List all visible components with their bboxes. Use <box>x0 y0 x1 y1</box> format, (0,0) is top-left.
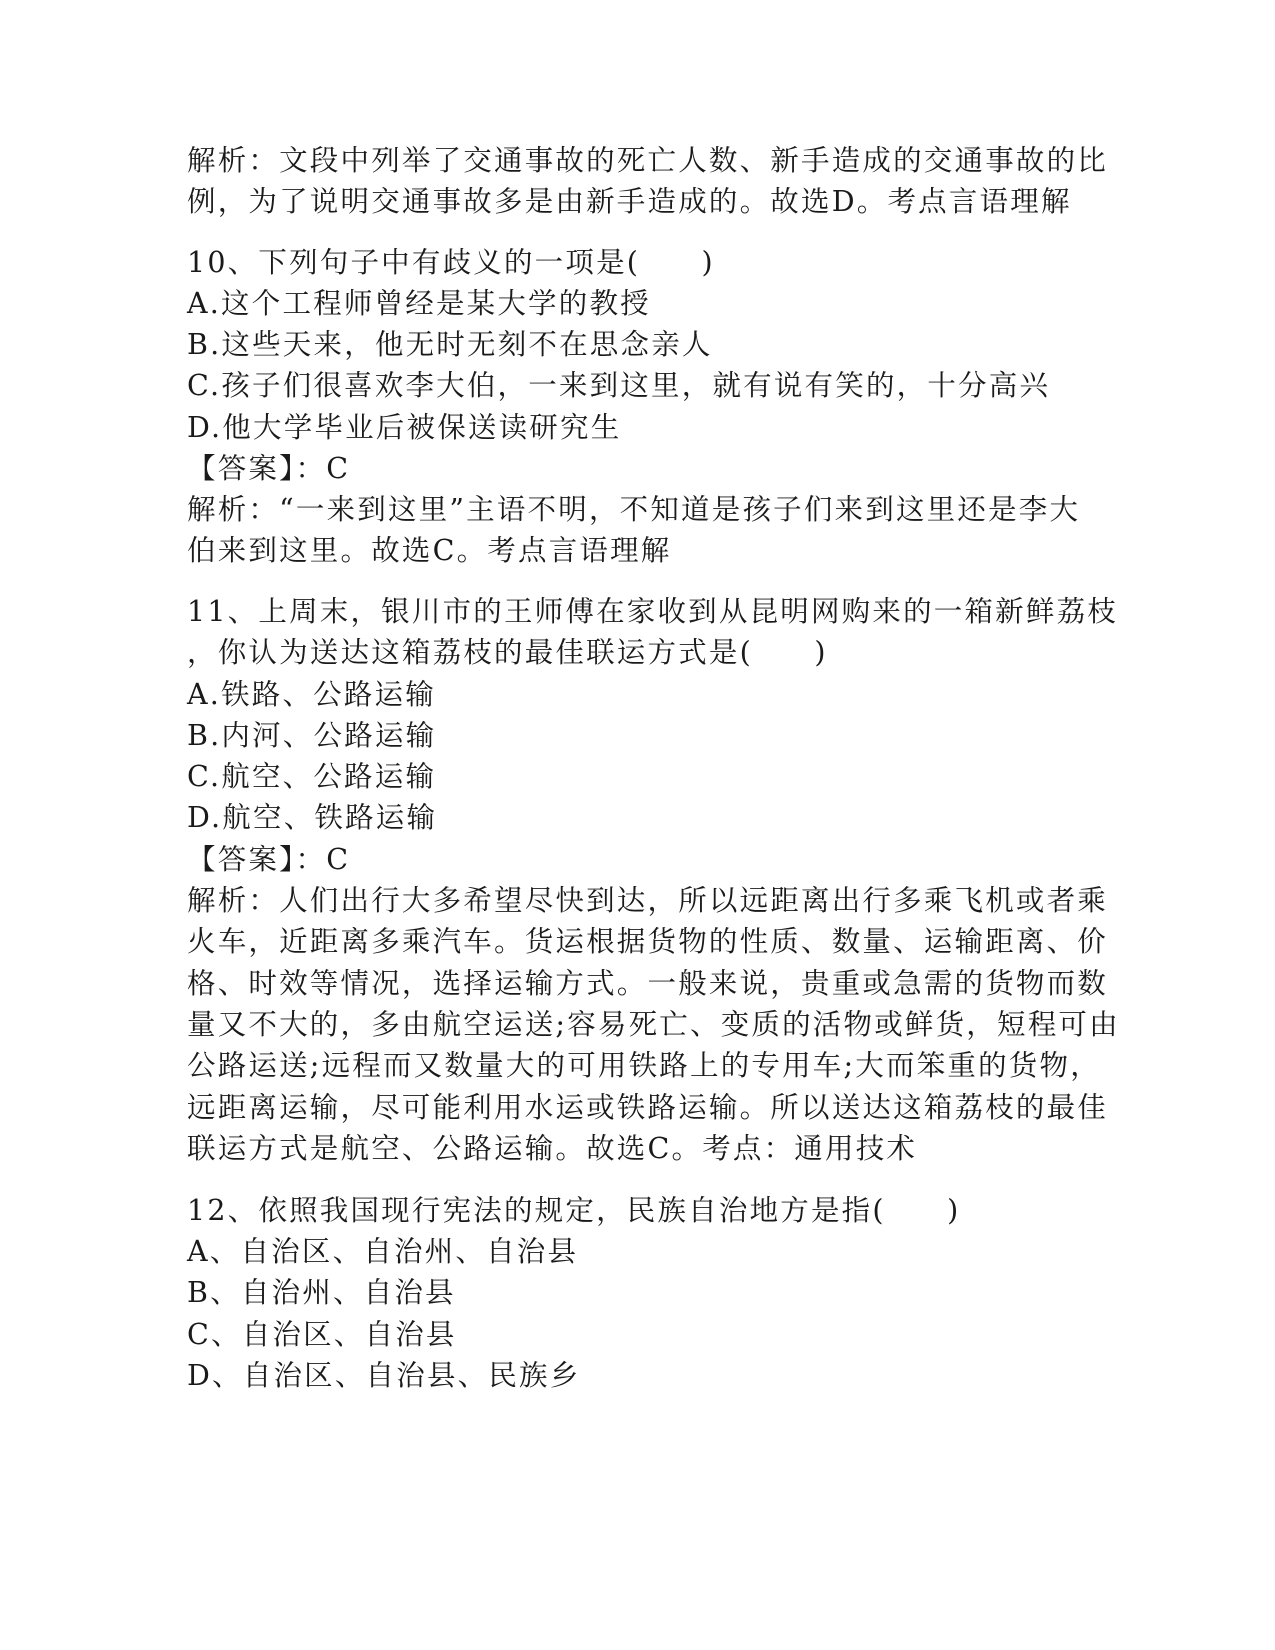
question-10-option-b: B.这些天来，他无时无刻不在思念亲人 <box>187 328 713 361</box>
question-11-answer: 【答案】：C <box>187 843 351 876</box>
question-11-option-c: C.航空、公路运输 <box>187 760 437 793</box>
question-12-text: 12、依照我国现行宪法的规定，民族自治地方是指( ) <box>187 1194 961 1227</box>
question-10-option-c: C.孩子们很喜欢李大伯，一来到这里，就有说有笑的，十分高兴 <box>187 369 1051 402</box>
question-10-text: 10、下列句子中有歧义的一项是( ) <box>187 246 715 279</box>
question-10-answer: 【答案】：C <box>187 452 351 485</box>
question-10-option-a: A.这个工程师曾经是某大学的教授 <box>187 287 651 320</box>
question-12-option-c: C、自治区、自治县 <box>187 1318 457 1351</box>
question-11-explanation-line: 量又不大的，多由航空运送;容易死亡、变质的活物或鲜货，短程可由 <box>187 1008 1120 1041</box>
question-11-option-a: A.铁路、公路运输 <box>187 678 436 711</box>
question-11-text: 11、上周末，银川市的王师傅在家收到从昆明网购来的一箱新鲜荔枝 <box>187 595 1118 628</box>
question-11-explanation-line: 格、时效等情况，选择运输方式。一般来说，贵重或急需的货物而数 <box>187 967 1109 1000</box>
prev-explanation-line: 解析：文段中列举了交通事故的死亡人数、新手造成的交通事故的比 <box>187 144 1109 177</box>
question-10-option-d: D.他大学毕业后被保送读研究生 <box>187 411 622 444</box>
question-11-option-d: D.航空、铁路运输 <box>187 801 438 834</box>
question-11-text: ，你认为送达这箱荔枝的最佳联运方式是( ) <box>187 636 828 669</box>
question-10-explanation-line: 解析：“一来到这里”主语不明，不知道是孩子们来到这里还是李大 <box>187 493 1081 526</box>
prev-explanation-line: 例，为了说明交通事故多是由新手造成的。故选D。考点言语理解 <box>187 185 1072 218</box>
question-12-option-b: B、自治州、自治县 <box>187 1276 456 1309</box>
question-11-option-b: B.内河、公路运输 <box>187 719 437 752</box>
question-10-explanation-line: 伯来到这里。故选C。考点言语理解 <box>187 534 672 567</box>
question-11-explanation-line: 远距离运输，尽可能利用水运或铁路运输。所以送达这箱荔枝的最佳 <box>187 1091 1109 1124</box>
question-11-explanation-line: 公路运送;远程而又数量大的可用铁路上的专用车;大而笨重的货物， <box>187 1049 1101 1082</box>
question-11-explanation-line: 联运方式是航空、公路运输。故选C。考点：通用技术 <box>187 1132 918 1165</box>
question-11-explanation-line: 解析：人们出行大多希望尽快到达，所以远距离出行多乘飞机或者乘 <box>187 884 1109 917</box>
question-12-option-d: D、自治区、自治县、民族乡 <box>187 1359 581 1392</box>
question-11-explanation-line: 火车，近距离多乘汽车。货运根据货物的性质、数量、运输距离、价 <box>187 925 1109 958</box>
question-12-option-a: A、自治区、自治州、自治县 <box>187 1235 579 1268</box>
